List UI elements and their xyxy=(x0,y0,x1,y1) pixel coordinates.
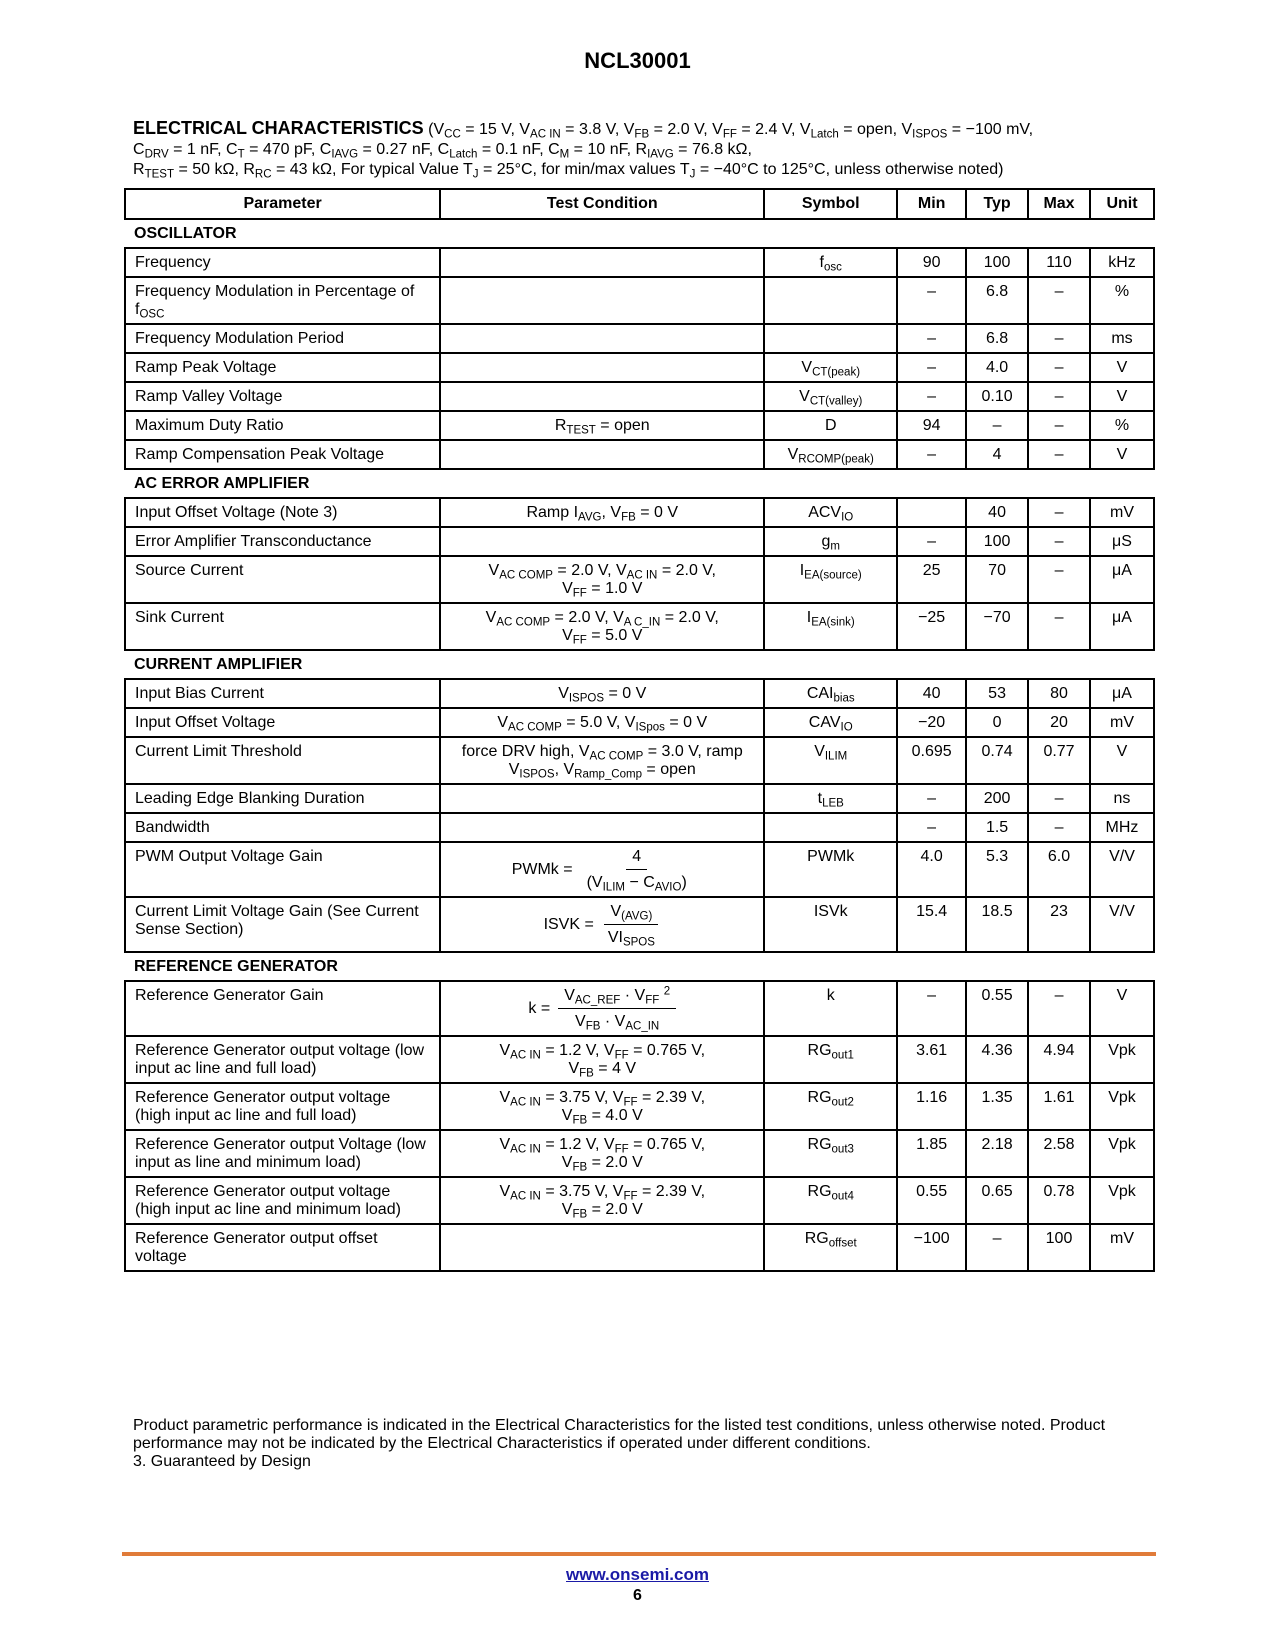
param-cell: Input Bias Current xyxy=(125,679,440,708)
condition-cell xyxy=(440,277,764,324)
min-cell: – xyxy=(897,527,966,556)
condition-cell xyxy=(440,1224,764,1271)
min-cell: – xyxy=(897,440,966,469)
table-header-row xyxy=(125,189,1154,219)
typ-cell: 53 xyxy=(966,679,1028,708)
typ-cell: 5.3 xyxy=(966,842,1028,897)
table-row xyxy=(125,1036,1154,1083)
table-row xyxy=(125,1083,1154,1130)
typ-cell: 70 xyxy=(966,556,1028,603)
max-cell: – xyxy=(1028,324,1090,353)
condition-cell: $V_{AC IN} = 1.2$ V, $V_{FF} = 0.765$ V, $V_{FB} = 2.0$ V xyxy=(440,1130,764,1177)
min-cell: 15.4 xyxy=(897,897,966,952)
typ-cell: 1.35 xyxy=(966,1083,1028,1130)
min-cell: – xyxy=(897,353,966,382)
max-cell: 100 xyxy=(1028,1224,1090,1271)
unit-cell: μS xyxy=(1090,527,1154,556)
param-cell: Reference Generator output voltage (low input ac line and full load) xyxy=(125,1036,440,1083)
param-cell: Reference Generator output voltage (high input ac line and full load) xyxy=(125,1083,440,1130)
min-cell: – xyxy=(897,813,966,842)
condition-cell xyxy=(440,842,764,897)
param-cell: Error Amplifier Transconductance xyxy=(125,527,440,556)
typ-cell: 1.5 xyxy=(966,813,1028,842)
typ-cell: 100 xyxy=(966,527,1028,556)
table-row xyxy=(125,324,1154,353)
unit-cell: mV xyxy=(1090,498,1154,527)
header-typ: Typ xyxy=(966,189,1028,219)
symbol-cell: $RG_{out3}$ xyxy=(764,1130,897,1177)
table-row xyxy=(125,737,1154,784)
param-cell: Ramp Peak Voltage xyxy=(125,353,440,382)
param-cell: Current Limit Threshold xyxy=(125,737,440,784)
unit-cell: Vpk xyxy=(1090,1177,1154,1224)
max-cell: – xyxy=(1028,556,1090,603)
table-row xyxy=(125,842,1154,897)
min-cell: – xyxy=(897,382,966,411)
symbol-cell: $RG_{offset}$ xyxy=(764,1224,897,1271)
param-cell: Leading Edge Blanking Duration xyxy=(125,784,440,813)
unit-cell: ns xyxy=(1090,784,1154,813)
max-cell: 2.58 xyxy=(1028,1130,1090,1177)
min-cell: 94 xyxy=(897,411,966,440)
table-row xyxy=(125,527,1154,556)
max-cell: 110 xyxy=(1028,248,1090,277)
section-oscillator: OSCILLATOR xyxy=(125,219,1154,248)
symbol-cell: D xyxy=(764,411,897,440)
unit-cell: % xyxy=(1090,277,1154,324)
param-cell: Reference Generator output Voltage (low input as line and minimum load) xyxy=(125,1130,440,1177)
unit-cell: mV xyxy=(1090,708,1154,737)
min-cell: – xyxy=(897,784,966,813)
condition-cell xyxy=(440,527,764,556)
symbol-cell: $V_{CT(peak)}$ xyxy=(764,353,897,382)
max-cell: – xyxy=(1028,411,1090,440)
typ-cell: 100 xyxy=(966,248,1028,277)
table-row xyxy=(125,277,1154,324)
param-cell: Input Offset Voltage xyxy=(125,708,440,737)
unit-cell: Vpk xyxy=(1090,1083,1154,1130)
max-cell: 23 xyxy=(1028,897,1090,952)
header-symbol: Symbol xyxy=(764,189,897,219)
min-cell: −20 xyxy=(897,708,966,737)
symbol-cell: $V_{ILIM}$ xyxy=(764,737,897,784)
condition-cell xyxy=(440,981,764,1036)
unit-cell: μA xyxy=(1090,556,1154,603)
max-cell: 0.78 xyxy=(1028,1177,1090,1224)
param-cell: Sink Current xyxy=(125,603,440,650)
unit-cell: Vpk xyxy=(1090,1130,1154,1177)
symbol-cell: $t_{LEB}$ xyxy=(764,784,897,813)
condition-cell xyxy=(440,324,764,353)
section-ac-error-amplifier: AC ERROR AMPLIFIER xyxy=(125,469,1154,498)
max-cell: 80 xyxy=(1028,679,1090,708)
max-cell: – xyxy=(1028,353,1090,382)
unit-cell: Vpk xyxy=(1090,1036,1154,1083)
typ-cell: 6.8 xyxy=(966,277,1028,324)
unit-cell: MHz xyxy=(1090,813,1154,842)
min-cell: 90 xyxy=(897,248,966,277)
symbol-cell xyxy=(764,277,897,324)
table-row xyxy=(125,981,1154,1036)
unit-cell: V xyxy=(1090,981,1154,1036)
symbol-cell: $g_m$ xyxy=(764,527,897,556)
unit-cell: V xyxy=(1090,737,1154,784)
section-heading: ELECTRICAL CHARACTERISTICS xyxy=(133,118,424,138)
table-notes xyxy=(133,1417,1153,1471)
symbol-cell: $RG_{out2}$ xyxy=(764,1083,897,1130)
min-cell: 4.0 xyxy=(897,842,966,897)
condition-cell: $V_{AC COMP} = 2.0$ V, $V_{AC IN} = 2.0$ V, $V_{FF} = 1.0$ V xyxy=(440,556,764,603)
param-cell: Source Current xyxy=(125,556,440,603)
min-cell: 1.85 xyxy=(897,1130,966,1177)
unit-cell: V xyxy=(1090,382,1154,411)
typ-cell: – xyxy=(966,1224,1028,1271)
max-cell: – xyxy=(1028,981,1090,1036)
header-unit: Unit xyxy=(1090,189,1154,219)
max-cell: – xyxy=(1028,277,1090,324)
max-cell: – xyxy=(1028,498,1090,527)
table-row xyxy=(125,248,1154,277)
typ-cell: 0 xyxy=(966,708,1028,737)
symbol-cell: $I_{EA(sink)}$ xyxy=(764,603,897,650)
typ-cell: 4.36 xyxy=(966,1036,1028,1083)
condition-cell: $V_{AC COMP} = 2.0$ V, $V_{A C\_IN} = 2.0$ V, $V_{FF} = 5.0$ V xyxy=(440,603,764,650)
symbol-cell: $ACV_{IO}$ xyxy=(764,498,897,527)
typ-cell: 6.8 xyxy=(966,324,1028,353)
symbol-cell: $RG_{out1}$ xyxy=(764,1036,897,1083)
header-min: Min xyxy=(897,189,966,219)
param-cell: Frequency xyxy=(125,248,440,277)
condition-cell xyxy=(440,382,764,411)
condition-cell: $V_{ISPOS} = 0$ V xyxy=(440,679,764,708)
symbol-cell: $RG_{out4}$ xyxy=(764,1177,897,1224)
typ-cell: 4.0 xyxy=(966,353,1028,382)
min-cell: 3.61 xyxy=(897,1036,966,1083)
electrical-characteristics-table xyxy=(124,188,1155,1272)
symbol-cell: $V_{RCOMP(peak)}$ xyxy=(764,440,897,469)
min-cell: – xyxy=(897,981,966,1036)
min-cell: 40 xyxy=(897,679,966,708)
symbol-cell: $f_{osc}$ xyxy=(764,248,897,277)
typ-cell: – xyxy=(966,411,1028,440)
unit-cell: μA xyxy=(1090,603,1154,650)
max-cell: 0.77 xyxy=(1028,737,1090,784)
footer-divider xyxy=(122,1552,1156,1556)
condition-cell xyxy=(440,440,764,469)
min-cell: −25 xyxy=(897,603,966,650)
table-row xyxy=(125,353,1154,382)
condition-cell: force DRV high, $V_{AC COMP} = 3.0$ V, ramp $V_{ISPOS}$, $V_{Ramp\_Comp}$ = open xyxy=(440,737,764,784)
performance-note: Product parametric performance is indicated in the Electrical Characteristics for the listed test conditions, unless otherwise noted. Product performance may not be indicated by the Electrical Characteristics if operated under different conditions. xyxy=(133,1417,1106,1452)
min-cell: – xyxy=(897,277,966,324)
condition-cell xyxy=(440,353,764,382)
max-cell: – xyxy=(1028,527,1090,556)
symbol-cell: PWMk xyxy=(764,842,897,897)
param-cell: Bandwidth xyxy=(125,813,440,842)
min-cell: 0.695 xyxy=(897,737,966,784)
param-cell: Maximum Duty Ratio xyxy=(125,411,440,440)
min-cell: – xyxy=(897,324,966,353)
typ-cell: 2.18 xyxy=(966,1130,1028,1177)
condition-cell xyxy=(440,897,764,952)
unit-cell: V/V xyxy=(1090,897,1154,952)
table-row xyxy=(125,708,1154,737)
symbol-cell: ISVk xyxy=(764,897,897,952)
symbol-cell: $I_{EA(source)}$ xyxy=(764,556,897,603)
unit-cell: ms xyxy=(1090,324,1154,353)
condition-cell: $V_{AC COMP} = 5.0$ V, $V_{ISpos} = 0$ V xyxy=(440,708,764,737)
unit-cell: μA xyxy=(1090,679,1154,708)
table-row xyxy=(125,1130,1154,1177)
max-cell: 4.94 xyxy=(1028,1036,1090,1083)
k-formula: k = $\frac{V_{AC\_REF} \cdot V_{FF} ^2}{V_{FB} \cdot V_{AC\_IN}}$ xyxy=(528,987,676,1031)
table-row xyxy=(125,382,1154,411)
param-cell: Ramp Valley Voltage xyxy=(125,382,440,411)
min-cell: 25 xyxy=(897,556,966,603)
unit-cell: V xyxy=(1090,440,1154,469)
condition-cell: $V_{AC IN} = 3.75$ V, $V_{FF} = 2.39$ V, $V_{FB} = 2.0$ V xyxy=(440,1177,764,1224)
condition-cell: $R_{TEST}$ = open xyxy=(440,411,764,440)
min-cell: 0.55 xyxy=(897,1177,966,1224)
website-link[interactable]: www.onsemi.com xyxy=(566,1565,709,1584)
param-cell: Ramp Compensation Peak Voltage xyxy=(125,440,440,469)
section-current-amplifier: CURRENT AMPLIFIER xyxy=(125,650,1154,679)
unit-cell: % xyxy=(1090,411,1154,440)
min-cell: 1.16 xyxy=(897,1083,966,1130)
table-row xyxy=(125,603,1154,650)
max-cell: – xyxy=(1028,603,1090,650)
unit-cell: V xyxy=(1090,353,1154,382)
header-test-condition: Test Condition xyxy=(440,189,764,219)
table-row xyxy=(125,1224,1154,1271)
symbol-cell: k xyxy=(764,981,897,1036)
param-cell: Input Offset Voltage (Note 3) xyxy=(125,498,440,527)
param-cell: PWM Output Voltage Gain xyxy=(125,842,440,897)
typ-cell: −70 xyxy=(966,603,1028,650)
param-cell: Reference Generator Gain xyxy=(125,981,440,1036)
max-cell: 20 xyxy=(1028,708,1090,737)
max-cell: – xyxy=(1028,784,1090,813)
symbol-cell xyxy=(764,324,897,353)
typ-cell: 0.10 xyxy=(966,382,1028,411)
header-max: Max xyxy=(1028,189,1090,219)
condition-cell: Ramp $I_{AVG}$, $V_{FB} = 0$ V xyxy=(440,498,764,527)
max-cell: – xyxy=(1028,440,1090,469)
min-cell xyxy=(897,498,966,527)
table-row xyxy=(125,679,1154,708)
param-cell: Reference Generator output voltage (high input ac line and minimum load) xyxy=(125,1177,440,1224)
typ-cell: 40 xyxy=(966,498,1028,527)
table-row xyxy=(125,1177,1154,1224)
condition-cell xyxy=(440,784,764,813)
table-row xyxy=(125,784,1154,813)
unit-cell: V/V xyxy=(1090,842,1154,897)
typ-cell: 200 xyxy=(966,784,1028,813)
typ-cell: 0.65 xyxy=(966,1177,1028,1224)
table-row xyxy=(125,411,1154,440)
max-cell: – xyxy=(1028,382,1090,411)
page-title: NCL30001 xyxy=(584,48,691,73)
condition-cell xyxy=(440,248,764,277)
pwmk-formula: PWMk = $\frac{4}{(V_{ILIM} - C_{AVIO})}$ xyxy=(511,848,687,894)
table-row xyxy=(125,897,1154,952)
param-cell: Reference Generator output offset voltage xyxy=(125,1224,440,1271)
conditions-intro: ELECTRICAL CHARACTERISTICS ($V_{CC} = 15$ V, $V_{AC IN} = 3.8$ V, $V_{FB} = 2.0$ V, $V_{FF} = 2.4$ V, $V_{Latch}$ = open, $V_{ISPOS} = -100$ mV, $C_{DRV} = 1$ nF, $C_T = 470$ pF, $C_{IAVG} = 0.27$ nF, $C_{Latch} = 0.1$ nF, $C_M = 10$ nF, $R_{IAVG} = 76.8$ kΩ, $R_{TEST} = 50$ kΩ, $R_{RC} = 43$ kΩ, For typical Value $T_J = 25^\circ C$, for min/max values $T_J = -40^\circ C$ to 125°C, unless otherwise noted) xyxy=(133,118,1034,181)
unit-cell: mV xyxy=(1090,1224,1154,1271)
header-parameter: Parameter xyxy=(125,189,440,219)
min-cell: −100 xyxy=(897,1224,966,1271)
table-row xyxy=(125,498,1154,527)
note-3: 3. Guaranteed by Design xyxy=(133,1453,311,1470)
param-cell: Frequency Modulation in Percentage of $f_{OSC}$ xyxy=(125,277,440,324)
table-row xyxy=(125,556,1154,603)
typ-cell: 0.55 xyxy=(966,981,1028,1036)
page-number: 6 xyxy=(633,1587,642,1604)
typ-cell: 0.74 xyxy=(966,737,1028,784)
param-cell: Current Limit Voltage Gain (See Current Sense Section) xyxy=(125,897,440,952)
symbol-cell xyxy=(764,813,897,842)
condition-cell: $V_{AC IN} = 3.75$ V, $V_{FF} = 2.39$ V, $V_{FB} = 4.0$ V xyxy=(440,1083,764,1130)
condition-cell xyxy=(440,813,764,842)
table-row xyxy=(125,440,1154,469)
max-cell: 6.0 xyxy=(1028,842,1090,897)
symbol-cell: $CAV_{IO}$ xyxy=(764,708,897,737)
max-cell: 1.61 xyxy=(1028,1083,1090,1130)
typ-cell: 4 xyxy=(966,440,1028,469)
table-row xyxy=(125,813,1154,842)
unit-cell: kHz xyxy=(1090,248,1154,277)
max-cell: – xyxy=(1028,813,1090,842)
isvk-formula: ISVK = $\frac{V_{(AVG)}}{VI_{SPOS}}$ xyxy=(544,903,661,947)
param-cell: Frequency Modulation Period xyxy=(125,324,440,353)
symbol-cell: $CAI_{bias}$ xyxy=(764,679,897,708)
section-reference-generator: REFERENCE GENERATOR xyxy=(125,952,1154,981)
symbol-cell: $V_{CT(valley)}$ xyxy=(764,382,897,411)
condition-cell: $V_{AC IN} = 1.2$ V, $V_{FF} = 0.765$ V, $V_{FB} = 4$ V xyxy=(440,1036,764,1083)
typ-cell: 18.5 xyxy=(966,897,1028,952)
